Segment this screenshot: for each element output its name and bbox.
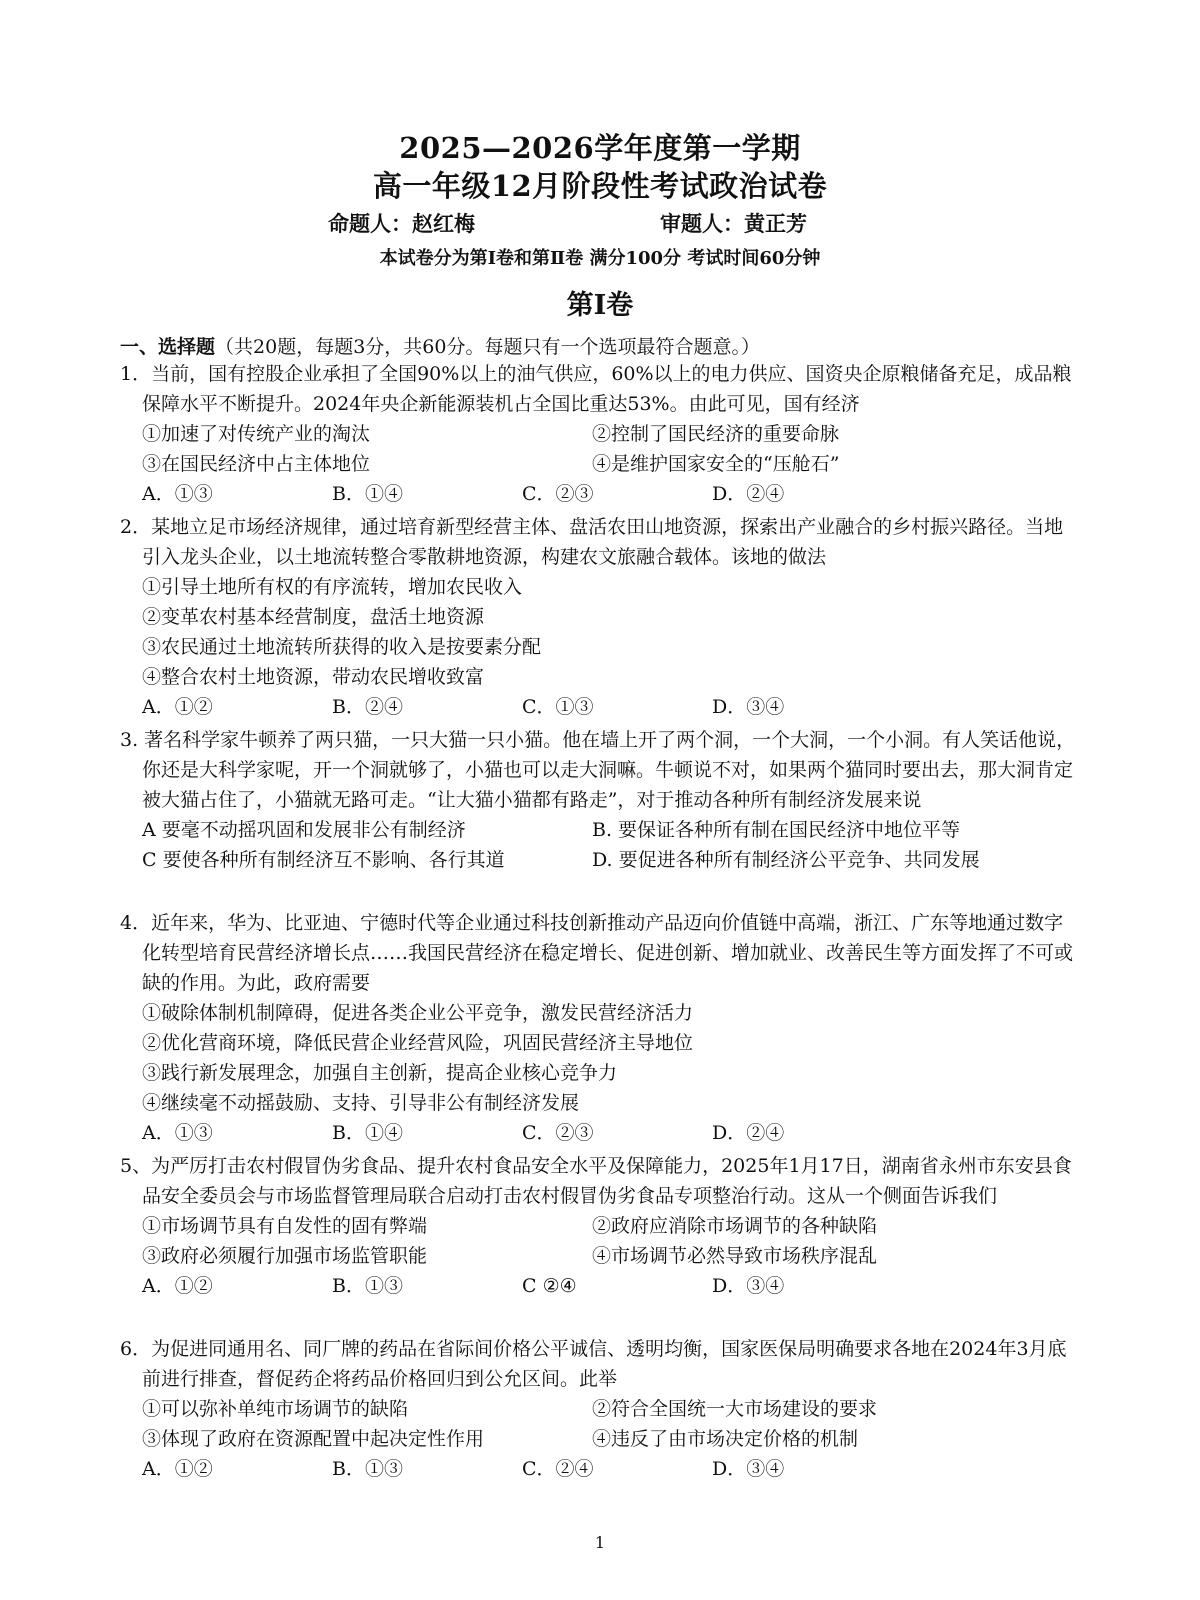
- answer-b: B．①③: [332, 1458, 403, 1480]
- option-1: ①引导土地所有权的有序流转，增加农民收入: [142, 576, 523, 598]
- answer-a: A．①③: [142, 483, 213, 505]
- answer-c: C ②④: [522, 1275, 577, 1297]
- answer-b: B．①④: [332, 483, 403, 505]
- option-2: ②符合全国统一大市场建设的要求: [592, 1398, 878, 1420]
- option-4: ④违反了由市场决定价格的机制: [592, 1428, 859, 1450]
- answer-a: A．①③: [142, 1122, 213, 1144]
- volume-title: 第Ⅰ卷: [566, 290, 634, 321]
- question-stem: 4．近年来，华为、比亚迪、宁德时代等企业通过科技创新推动产品迈向价值链中高端，浙江、广东等地通过数字化转型培育民营经济增长点……我国民营经济在稳定增长、促进创新、增加就业、改善民生等方面发挥了不可或缺的作用。为此，政府需要: [120, 912, 1074, 994]
- exam-title-line1: 2025—2026学年度第一学期: [399, 131, 801, 165]
- question-setter: 命题人：赵红梅: [328, 211, 475, 236]
- question-stem: 6．为促进同通用名、同厂牌的药品在省际间价格公平诚信、透明均衡，国家医保局明确要求各地在2024年3月底前进行排查，督促药企将药品价格回归到公允区间。此举: [120, 1338, 1067, 1390]
- question-2: [120, 512, 1080, 722]
- answer-c: C．②④: [522, 1458, 594, 1480]
- question-stem: 1．当前，国有控股企业承担了全国90%以上的油气供应，60%以上的电力供应、国资央企原粮储备充足，成品粮保障水平不断提升。2024年央企新能源装机占全国比重达53%。由此可见，国有经济: [120, 363, 1072, 415]
- question-3: [120, 725, 1080, 875]
- option-1: ①加速了对传统产业的淘汰: [142, 423, 371, 445]
- answer-c: C．②③: [522, 1122, 594, 1144]
- option-3: ③政府必须履行加强市场监管职能: [142, 1245, 428, 1267]
- option-b: B. 要保证各种所有制在国民经济中地位平等: [592, 819, 961, 841]
- option-3: ③践行新发展理念，加强自主创新，提高企业核心竞争力: [142, 1062, 618, 1084]
- option-c: C 要使各种所有制经济互不影响、各行其道: [142, 849, 505, 871]
- option-4: ④整合农村土地资源，带动农民增收致富: [142, 666, 485, 688]
- answer-a: A．①②: [142, 1458, 213, 1480]
- section-heading: [120, 334, 1080, 360]
- question-stem: 5、为严厉打击农村假冒伪劣食品、提升农村食品安全水平及保障能力，2025年1月17日，湖南省永州市东安县食品安全委员会与市场监督管理局联合启动打击农村假冒伪劣食品专项整治行动。这从一个侧面告诉我们: [120, 1155, 1072, 1207]
- option-3: ③体现了政府在资源配置中起决定性作用: [142, 1428, 485, 1450]
- answer-c: C．②③: [522, 483, 594, 505]
- option-1: ①市场调节具有自发性的固有弊端: [142, 1215, 428, 1237]
- option-4: ④继续毫不动摇鼓励、支持、引导非公有制经济发展: [142, 1092, 580, 1114]
- option-2: ②优化营商环境，降低民营企业经营风险，巩固民营经济主导地位: [142, 1032, 694, 1054]
- option-a: A 要毫不动摇巩固和发展非公有制经济: [142, 819, 466, 841]
- question-stem: 2．某地立足市场经济规律，通过培育新型经营主体、盘活农田山地资源，探索出产业融合的乡村振兴路径。当地引入龙头企业，以土地流转整合零散耕地资源，构建农文旅融合载体。该地的做法: [120, 516, 1064, 568]
- question-stem: 3. 著名科学家牛顿养了两只猫，一只大猫一只小猫。他在墙上开了两个洞，一个大洞，一个小洞。有人笑话他说，你还是大科学家呢，开一个洞就够了，小猫也可以走大洞嘛。牛顿说不对，如果两个猫同时要出去，那大洞肯定被大猫占住了，小猫就无路可走。“让大猫小猫都有路走”，对于推动各种所有制经济发展来说: [120, 729, 1076, 811]
- question-4: [120, 908, 1080, 1148]
- option-3: ③在国民经济中占主体地位: [142, 453, 371, 475]
- answer-a: A．①②: [142, 1275, 213, 1297]
- exam-note: 本试卷分为第Ⅰ卷和第Ⅱ卷 满分100分 考试时间60分钟: [379, 248, 821, 269]
- option-2: ②控制了国民经济的重要命脉: [592, 423, 840, 445]
- option-4: ④市场调节必然导致市场秩序混乱: [592, 1245, 878, 1267]
- option-d: D. 要促进各种所有制经济公平竞争、共同发展: [592, 849, 980, 871]
- question-6: [120, 1334, 1080, 1484]
- answer-d: D．②④: [712, 1122, 785, 1144]
- option-1: ①破除体制机制障碍，促进各类企业公平竞争，激发民营经济活力: [142, 1002, 694, 1024]
- question-1: [120, 359, 1080, 509]
- answer-a: A．①②: [142, 696, 213, 718]
- answer-b: B．②④: [332, 696, 403, 718]
- answer-b: B．①④: [332, 1122, 403, 1144]
- option-2: ②政府应消除市场调节的各种缺陷: [592, 1215, 878, 1237]
- answer-c: C．①③: [522, 696, 594, 718]
- option-3: ③农民通过土地流转所获得的收入是按要素分配: [142, 636, 542, 658]
- section-description: （共20题，每题3分，共60分。每题只有一个选项最符合题意。）: [215, 336, 760, 358]
- question-5: [120, 1151, 1080, 1301]
- option-1: ①可以弥补单纯市场调节的缺陷: [142, 1398, 409, 1420]
- question-reviewer: 审题人：黄正芳: [660, 211, 807, 236]
- option-2: ②变革农村基本经营制度，盘活土地资源: [142, 606, 485, 628]
- option-4: ④是维护国家安全的“压舱石”: [592, 453, 840, 475]
- page-number: 1: [594, 1533, 606, 1552]
- answer-d: D．③④: [712, 1458, 785, 1480]
- section-label: 一、选择题: [120, 336, 216, 358]
- answer-b: B．①③: [332, 1275, 403, 1297]
- exam-title-line2: 高一年级12月阶段性考试政治试卷: [372, 169, 828, 203]
- answer-d: D．③④: [712, 1275, 785, 1297]
- answer-d: D．③④: [712, 696, 785, 718]
- answer-d: D．②④: [712, 483, 785, 505]
